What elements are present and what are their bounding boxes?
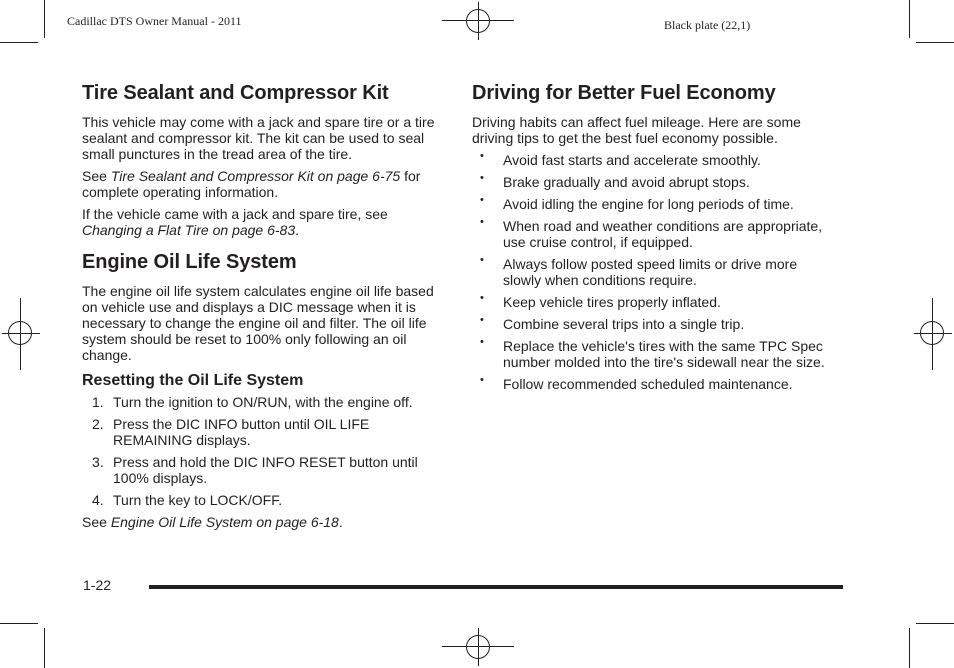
- bullet-icon: •: [480, 194, 484, 206]
- bullet-icon: •: [480, 150, 484, 162]
- bullet-icon: •: [480, 292, 484, 304]
- header-manual-title: Cadillac DTS Owner Manual - 2011: [67, 14, 242, 28]
- engine-oil-life-paragraph: The engine oil life system calculates engine oil life based on vehicle use and displays a DIC message when it is necessary to change the engine oil and filter. The oil life system should be reset to 100% only following an oil change.: [82, 283, 434, 363]
- list-item: • Always follow posted speed limits or drive more slowly when conditions require.: [480, 254, 798, 288]
- left-column: [82, 82, 444, 536]
- list-item: 1. Turn the ignition to ON/RUN, with the engine off.: [92, 394, 413, 410]
- engine-oil-life-heading: Engine Oil Life System: [82, 251, 297, 273]
- tire-sealant-paragraph: This vehicle may come with a jack and spare tire or a tire sealant and compressor kit. The kit can be used to seal small punctures in the tread area of the tire.: [82, 114, 435, 162]
- bullet-icon: •: [480, 254, 484, 266]
- reset-steps-list: [82, 394, 444, 508]
- footer-rule: [149, 585, 843, 589]
- list-item: 4. Turn the key to LOCK/OFF.: [92, 492, 283, 508]
- list-item: 3. Press and hold the DIC INFO RESET button until 100% displays.: [92, 454, 418, 486]
- list-item: • When road and weather conditions are appropriate, use cruise control, if equipped.: [480, 216, 823, 250]
- oil-life-link[interactable]: Engine Oil Life System on page 6-18: [110, 514, 339, 530]
- flat-tire-link[interactable]: Changing a Flat Tire on page 6-83: [82, 222, 296, 238]
- tire-sealant-link[interactable]: Tire Sealant and Compressor Kit on page 6-75: [110, 168, 401, 184]
- header-plate-label: Black plate (22,1): [664, 18, 751, 32]
- list-item: • Replace the vehicle's tires with the same TPC Spec number molded into the tire's sidewall near the size.: [480, 336, 825, 370]
- oil-life-reference: See Engine Oil Life System on page 6-18.: [82, 514, 343, 530]
- page-number: 1-22: [83, 577, 112, 593]
- fuel-economy-heading: Driving for Better Fuel Economy: [472, 82, 776, 104]
- fuel-tips-list: [472, 152, 832, 392]
- tire-sealant-section: [82, 82, 444, 238]
- list-item: • Follow recommended scheduled maintenance.: [480, 374, 793, 392]
- tire-sealant-reference: See Tire Sealant and Compressor Kit on page 6-75 for complete operating information.: [82, 168, 421, 200]
- flat-tire-reference: If the vehicle came with a jack and spare tire, see Changing a Flat Tire on page 6-83.: [82, 206, 388, 238]
- bullet-icon: •: [480, 216, 484, 228]
- reset-oil-life-subheading: Resetting the Oil Life System: [82, 372, 304, 389]
- bullet-icon: •: [480, 374, 484, 386]
- list-item: • Avoid idling the engine for long periods of time.: [480, 194, 794, 212]
- bullet-icon: •: [480, 314, 484, 326]
- list-item: • Avoid fast starts and accelerate smoothly.: [480, 150, 761, 168]
- bullet-icon: •: [480, 172, 484, 184]
- tire-sealant-heading: Tire Sealant and Compressor Kit: [82, 82, 389, 104]
- engine-oil-life-section: [82, 251, 444, 530]
- bullet-icon: •: [480, 336, 484, 348]
- list-item: 2. Press the DIC INFO button until OIL LIFE REMAINING displays.: [92, 416, 370, 448]
- fuel-economy-intro: Driving habits can affect fuel mileage. Here are some driving tips to get the best fuel economy possible.: [472, 114, 801, 146]
- list-item: • Combine several trips into a single trip.: [480, 314, 745, 332]
- list-item: • Keep vehicle tires properly inflated.: [480, 292, 721, 310]
- list-item: • Brake gradually and avoid abrupt stops.: [480, 172, 750, 190]
- right-column: [472, 82, 832, 398]
